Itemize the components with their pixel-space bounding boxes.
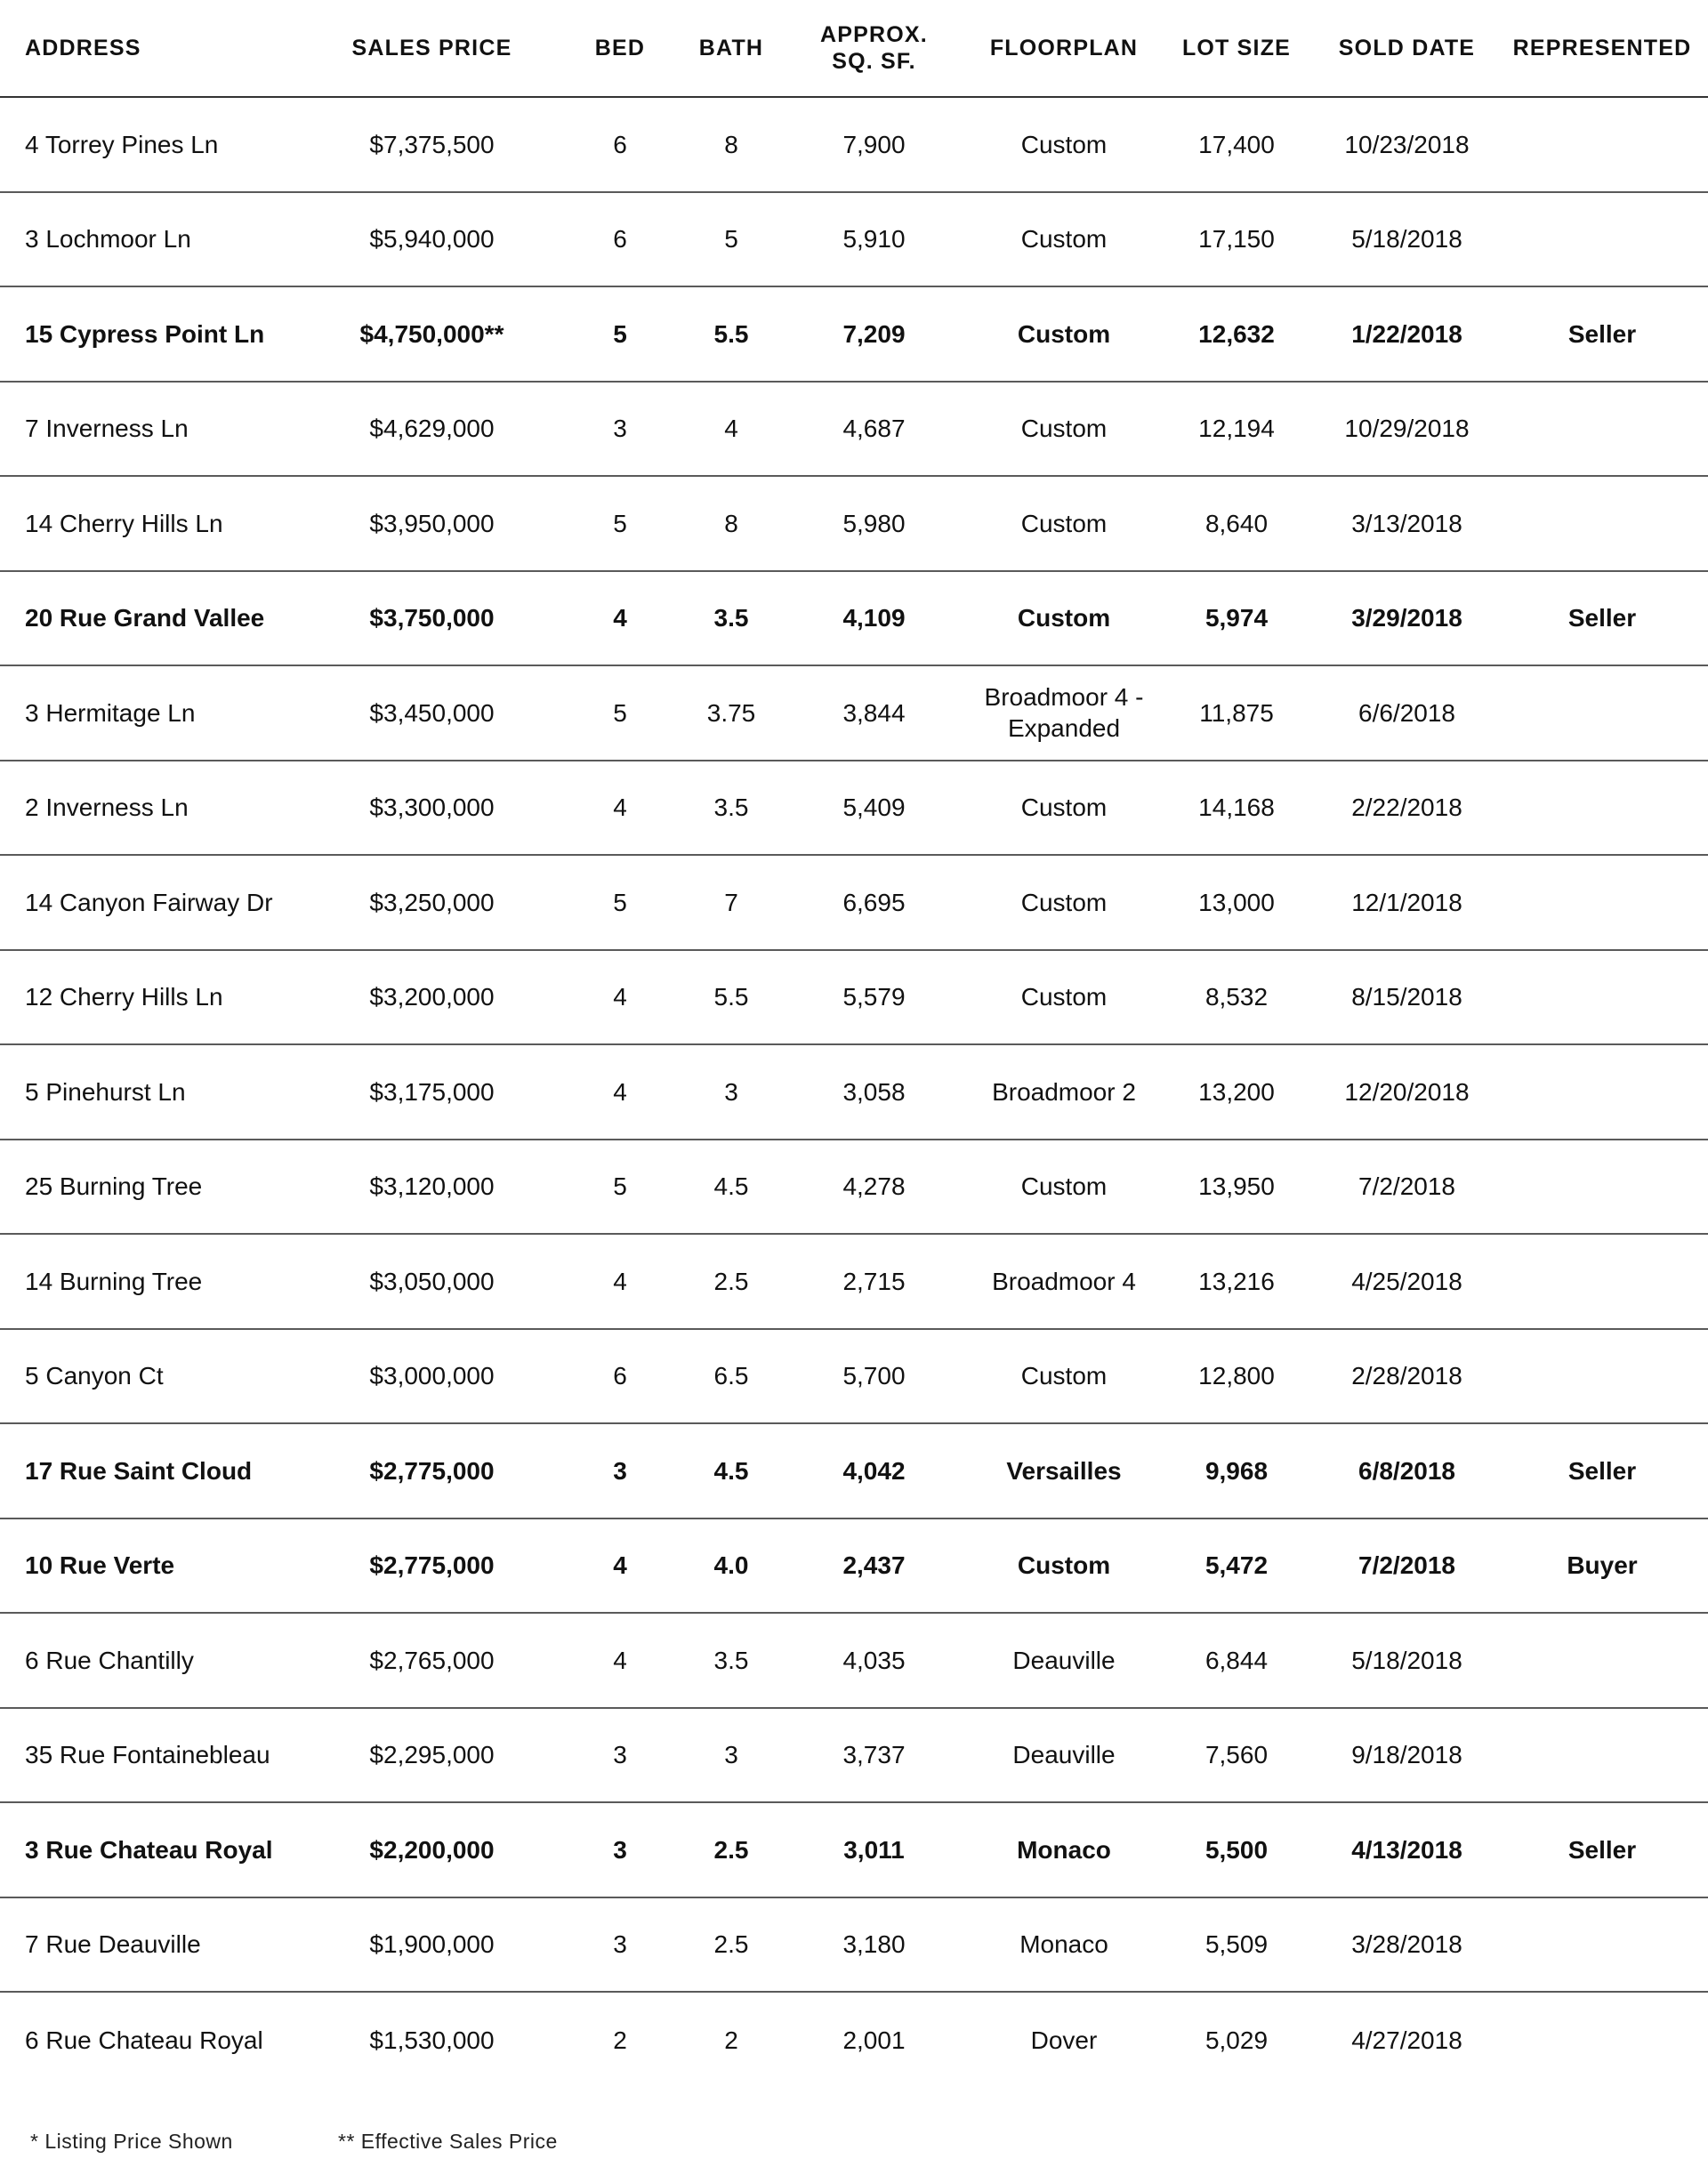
cell-sold-date: 2/28/2018	[1351, 1362, 1462, 1390]
cell-bed: 3	[613, 1456, 627, 1485]
cell-floorplan: Deauville	[1012, 1646, 1116, 1674]
cell-bath: 5.5	[713, 983, 749, 1011]
cell-address: 17 Rue Saint Cloud	[25, 1456, 253, 1485]
cell-bath: 7	[724, 888, 738, 916]
table-row	[0, 951, 1708, 1046]
header-sqft	[776, 21, 972, 75]
table-row	[0, 1898, 1708, 1994]
header-address: ADDRESS	[25, 36, 141, 60]
cell-sold-date: 10/29/2018	[1344, 415, 1470, 443]
cell-sales-price: $3,950,000	[369, 509, 495, 537]
cell-sold-date: 6/6/2018	[1358, 698, 1455, 727]
cell-address: 25 Burning Tree	[25, 1172, 203, 1201]
cell-bath: 2.5	[713, 1930, 749, 1959]
cell-address: 3 Hermitage Ln	[25, 698, 196, 727]
table-row	[0, 1993, 1708, 2088]
cell-floorplan: Custom	[1020, 415, 1108, 443]
cell-address: 15 Cypress Point Ln	[25, 319, 265, 348]
cell-represented: Seller	[1567, 319, 1637, 348]
cell-bed: 6	[613, 1362, 627, 1390]
cell-bed: 5	[613, 888, 627, 916]
cell-represented: Seller	[1567, 604, 1637, 632]
cell-address: 4 Torrey Pines Ln	[25, 130, 219, 158]
table-body	[0, 98, 1708, 2088]
cell-sold-date: 9/18/2018	[1351, 1741, 1462, 1769]
cell-sqft: 3,844	[842, 698, 906, 727]
cell-floorplan: Dover	[1030, 2026, 1098, 2054]
cell-bath: 3.5	[713, 793, 749, 822]
cell-sold-date: 4/25/2018	[1351, 1267, 1462, 1295]
cell-bed: 4	[613, 1551, 627, 1580]
header-bed: BED	[594, 36, 646, 60]
cell-sqft: 5,409	[842, 793, 906, 822]
cell-floorplan: Custom	[1020, 1362, 1108, 1390]
cell-address: 3 Rue Chateau Royal	[25, 1835, 273, 1864]
cell-address: 7 Rue Deauville	[25, 1930, 201, 1959]
footnotes	[30, 2130, 558, 2154]
table-row	[0, 1330, 1708, 1425]
cell-floorplan: Custom	[1020, 225, 1108, 254]
cell-floorplan: Versailles	[1006, 1456, 1122, 1485]
cell-sqft: 2,437	[842, 1551, 906, 1580]
cell-bath: 3.5	[713, 1646, 749, 1674]
cell-sqft: 3,180	[842, 1930, 906, 1959]
cell-sqft: 3,737	[842, 1741, 906, 1769]
cell-sales-price: $3,200,000	[369, 983, 495, 1011]
cell-bed: 4	[613, 983, 627, 1011]
cell-address: 5 Canyon Ct	[25, 1362, 164, 1390]
cell-bed: 3	[613, 1741, 627, 1769]
cell-floorplan: Monaco	[1019, 1930, 1108, 1959]
cell-sales-price: $7,375,500	[369, 130, 495, 158]
cell-address: 3 Lochmoor Ln	[25, 225, 191, 254]
cell-sold-date: 12/1/2018	[1351, 888, 1462, 916]
cell-bath: 5.5	[713, 319, 749, 348]
table-row	[0, 477, 1708, 572]
cell-sqft: 4,109	[842, 604, 906, 632]
header-lot-size: LOT SIZE	[1181, 36, 1292, 60]
header-sold-date: SOLD DATE	[1338, 36, 1476, 60]
table-row	[0, 572, 1708, 667]
cell-sqft: 5,910	[842, 225, 906, 254]
cell-address: 14 Burning Tree	[25, 1267, 203, 1295]
cell-floorplan: Custom	[1020, 509, 1108, 537]
cell-sqft: 3,011	[843, 1835, 905, 1864]
cell-lot-size: 5,509	[1204, 1930, 1269, 1959]
cell-sales-price: $3,000,000	[369, 1362, 495, 1390]
cell-bed: 3	[613, 1930, 627, 1959]
table-row	[0, 1424, 1708, 1519]
cell-sold-date: 7/2/2018	[1358, 1551, 1455, 1580]
cell-lot-size: 5,974	[1204, 604, 1269, 632]
cell-sold-date: 5/18/2018	[1351, 1646, 1462, 1674]
cell-bath: 5	[724, 225, 738, 254]
cell-lot-size: 12,800	[1198, 1362, 1275, 1390]
cell-represented: Buyer	[1567, 1551, 1638, 1580]
cell-floorplan: Broadmoor 4 - Expanded	[984, 683, 1144, 743]
cell-floorplan: Custom	[1017, 1551, 1111, 1580]
cell-lot-size: 5,029	[1204, 2026, 1269, 2054]
cell-sold-date: 3/13/2018	[1351, 509, 1462, 537]
cell-sales-price: $3,750,000	[369, 604, 495, 632]
cell-sales-price: $2,775,000	[369, 1456, 495, 1485]
cell-bath: 4	[724, 415, 738, 443]
table-row	[0, 1709, 1708, 1804]
cell-sold-date: 12/20/2018	[1344, 1077, 1470, 1106]
cell-address: 6 Rue Chantilly	[25, 1646, 194, 1674]
cell-sqft: 4,278	[842, 1172, 906, 1201]
cell-address: 2 Inverness Ln	[25, 793, 189, 822]
table-row	[0, 761, 1708, 857]
footnote-effective-price: ** Effective Sales Price	[338, 2130, 558, 2153]
cell-lot-size: 12,632	[1198, 319, 1275, 348]
cell-sold-date: 3/29/2018	[1351, 604, 1462, 632]
cell-lot-size: 5,500	[1204, 1835, 1269, 1864]
table-row	[0, 1803, 1708, 1898]
cell-lot-size: 8,640	[1204, 509, 1269, 537]
table-row	[0, 1614, 1708, 1709]
footnote-listing-price: * Listing Price Shown	[30, 2130, 233, 2153]
cell-lot-size: 17,150	[1198, 225, 1275, 254]
cell-bath: 3	[724, 1741, 738, 1769]
cell-lot-size: 13,200	[1198, 1077, 1275, 1106]
cell-floorplan: Custom	[1020, 983, 1108, 1011]
cell-bed: 6	[613, 130, 627, 158]
cell-sold-date: 1/22/2018	[1351, 319, 1462, 348]
cell-bath: 2.5	[713, 1267, 749, 1295]
cell-sales-price: $3,175,000	[369, 1077, 495, 1106]
table-row	[0, 1140, 1708, 1236]
cell-sqft: 2,715	[842, 1267, 906, 1295]
cell-sold-date: 8/15/2018	[1351, 983, 1462, 1011]
cell-lot-size: 12,194	[1198, 415, 1275, 443]
cell-lot-size: 5,472	[1204, 1551, 1269, 1580]
cell-bed: 4	[613, 1077, 627, 1106]
cell-sales-price: $3,120,000	[369, 1172, 495, 1201]
cell-bed: 5	[613, 319, 627, 348]
cell-bed: 4	[613, 793, 627, 822]
cell-bed: 5	[613, 509, 627, 537]
cell-bath: 3.75	[706, 698, 756, 727]
cell-sqft: 4,035	[842, 1646, 906, 1674]
header-floorplan: FLOORPLAN	[989, 36, 1139, 60]
cell-bath: 4.5	[713, 1172, 749, 1201]
cell-floorplan: Broadmoor 4	[992, 1267, 1136, 1295]
header-sales-price: SALES PRICE	[351, 36, 512, 60]
cell-bed: 3	[613, 415, 627, 443]
cell-bed: 5	[613, 1172, 627, 1201]
cell-lot-size: 17,400	[1198, 130, 1275, 158]
cell-sqft: 5,980	[842, 509, 906, 537]
cell-bath: 2.5	[713, 1835, 749, 1864]
cell-sold-date: 7/2/2018	[1358, 1172, 1455, 1201]
cell-sales-price: $3,300,000	[369, 793, 495, 822]
cell-sqft: 7,209	[842, 319, 906, 348]
cell-lot-size: 13,216	[1198, 1267, 1275, 1295]
cell-address: 5 Pinehurst Ln	[25, 1077, 186, 1106]
cell-sales-price: $2,200,000	[369, 1835, 495, 1864]
cell-address: 7 Inverness Ln	[25, 415, 189, 443]
table-row	[0, 1235, 1708, 1330]
cell-lot-size: 13,950	[1198, 1172, 1275, 1201]
cell-sold-date: 2/22/2018	[1351, 793, 1462, 822]
cell-floorplan: Custom	[1017, 319, 1111, 348]
cell-sqft: 5,700	[842, 1362, 906, 1390]
cell-address: 14 Cherry Hills Ln	[25, 509, 223, 537]
cell-floorplan: Custom	[1017, 604, 1111, 632]
cell-represented: Seller	[1567, 1835, 1637, 1864]
header-sqft-line1: APPROX.	[820, 22, 928, 47]
cell-sqft: 5,579	[842, 983, 906, 1011]
cell-bed: 6	[613, 225, 627, 254]
header-bath: BATH	[698, 36, 764, 60]
cell-represented: Seller	[1567, 1456, 1637, 1485]
cell-bath: 8	[724, 509, 738, 537]
cell-sqft: 2,001	[842, 2026, 906, 2054]
cell-floorplan: Monaco	[1017, 1835, 1111, 1864]
table-row	[0, 383, 1708, 478]
cell-sales-price: $2,765,000	[369, 1646, 495, 1674]
cell-floorplan: Custom	[1020, 888, 1108, 916]
cell-sales-price: $5,940,000	[369, 225, 495, 254]
table-row	[0, 98, 1708, 193]
table-row	[0, 856, 1708, 951]
table-row	[0, 287, 1708, 383]
cell-sold-date: 10/23/2018	[1344, 130, 1470, 158]
cell-address: 10 Rue Verte	[25, 1551, 175, 1580]
cell-sqft: 4,687	[842, 415, 906, 443]
cell-bath: 3.5	[713, 604, 749, 632]
cell-sales-price: $1,530,000	[369, 2026, 495, 2054]
cell-lot-size: 8,532	[1204, 983, 1269, 1011]
cell-sold-date: 4/27/2018	[1351, 2026, 1462, 2054]
cell-sales-price: $1,900,000	[369, 1930, 495, 1959]
cell-floorplan: Custom	[1020, 130, 1108, 158]
cell-floorplan: Custom	[1020, 1172, 1108, 1201]
cell-sold-date: 5/18/2018	[1351, 225, 1462, 254]
cell-floorplan: Custom	[1020, 793, 1108, 822]
cell-bath: 6.5	[713, 1362, 749, 1390]
cell-sqft: 7,900	[842, 130, 906, 158]
cell-bed: 5	[613, 698, 627, 727]
cell-sales-price: $4,750,000**	[359, 319, 504, 348]
cell-bed: 2	[613, 2026, 627, 2054]
table-row	[0, 1519, 1708, 1615]
cell-sales-price: $2,775,000	[369, 1551, 495, 1580]
cell-bed: 4	[613, 1646, 627, 1674]
cell-address: 35 Rue Fontainebleau	[25, 1741, 270, 1769]
table-row	[0, 666, 1708, 761]
cell-sales-price: $4,629,000	[369, 415, 495, 443]
cell-sales-price: $2,295,000	[369, 1741, 495, 1769]
cell-lot-size: 13,000	[1198, 888, 1275, 916]
cell-lot-size: 9,968	[1204, 1456, 1269, 1485]
cell-address: 12 Cherry Hills Ln	[25, 983, 223, 1011]
table-row	[0, 1045, 1708, 1140]
cell-sqft: 4,042	[842, 1456, 906, 1485]
cell-bed: 4	[613, 1267, 627, 1295]
cell-bath: 2	[724, 2026, 738, 2054]
cell-lot-size: 11,875	[1199, 698, 1274, 727]
cell-lot-size: 6,844	[1204, 1646, 1269, 1674]
cell-sales-price: $3,250,000	[369, 888, 495, 916]
header-represented: REPRESENTED	[1512, 36, 1692, 60]
cell-floorplan: Deauville	[1012, 1741, 1116, 1769]
cell-bath: 4.5	[713, 1456, 749, 1485]
cell-floorplan: Broadmoor 2	[992, 1077, 1136, 1106]
cell-sales-price: $3,450,000	[369, 698, 495, 727]
cell-sqft: 3,058	[842, 1077, 906, 1106]
cell-sold-date: 4/13/2018	[1351, 1835, 1462, 1864]
cell-lot-size: 14,168	[1198, 793, 1275, 822]
cell-sold-date: 6/8/2018	[1358, 1456, 1455, 1485]
cell-sold-date: 3/28/2018	[1351, 1930, 1462, 1959]
cell-sqft: 6,695	[842, 888, 906, 916]
table-row	[0, 193, 1708, 288]
table-header-row	[0, 0, 1708, 98]
header-sqft-line2: SQ. SF.	[832, 49, 916, 74]
cell-bed: 4	[613, 604, 627, 632]
cell-sales-price: $3,050,000	[369, 1267, 495, 1295]
cell-address: 6 Rue Chateau Royal	[25, 2026, 263, 2054]
cell-address: 20 Rue Grand Vallee	[25, 604, 265, 632]
cell-bath: 4.0	[713, 1551, 749, 1580]
cell-bath: 8	[724, 130, 738, 158]
cell-address: 14 Canyon Fairway Dr	[25, 888, 273, 916]
cell-bed: 3	[613, 1835, 627, 1864]
cell-bath: 3	[724, 1077, 738, 1106]
cell-lot-size: 7,560	[1204, 1741, 1269, 1769]
